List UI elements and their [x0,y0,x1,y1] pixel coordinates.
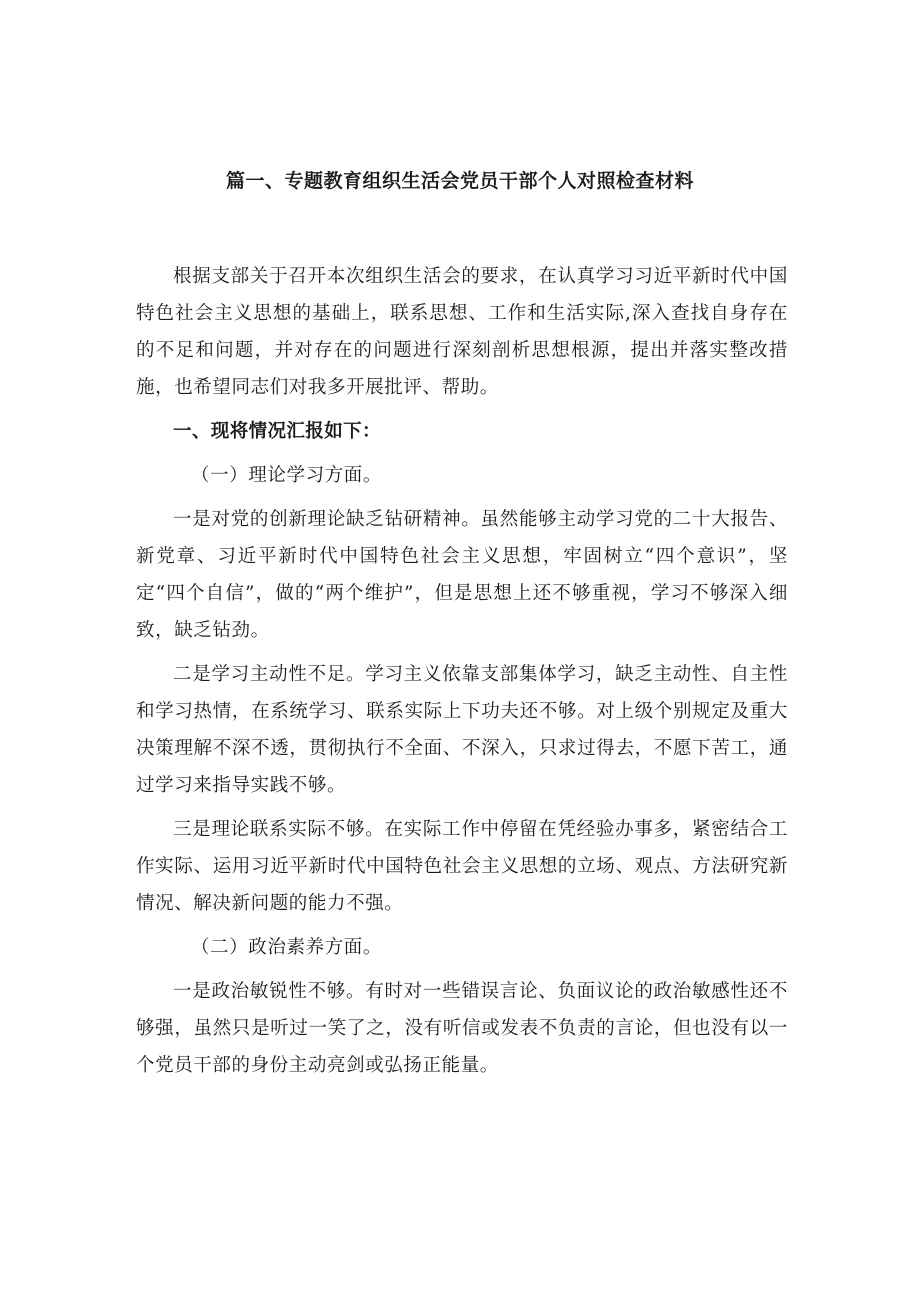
document-title: 篇一、专题教育组织生活会党员干部个人对照检查材料 [225,170,694,192]
paragraph-politics-1: 一是政治敏锐性不够。有时对一些错误言论、负面议论的政治敏感性还不够强，虽然只是听过一笑了之，没有听信或发表不负责的言论，但也没有以一个党员干部的身份主动亮剑或弘扬正能量。 [136,981,788,1076]
intro-paragraph: 根据支部关于召开本次组织生活会的要求，在认真学习习近平新时代中国特色社会主义思想的基础上，联系思想、工作和生活实际,深入查找自身存在的不足和问题，并对存在的问题进行深刻剖析思想根源，提出并落实整改措施，也希望同志们对我多开展批评、帮助。 [136,266,788,398]
section-heading: 一、现将情况汇报如下： [173,421,381,442]
paragraph-theory-1: 一是对党的创新理论缺乏钻研精神。虽然能够主动学习党的二十大报告、新党章、习近平新时代中国特色社会主义思想，牢固树立“四个意识”，坚定“四个自信”，做的“两个维护”，但是思想上还不够重视，学习不够深入细致，缺乏钻劲。 [136,509,788,641]
subsection-heading-theory: （一）理论学习方面。 [191,465,383,486]
document-body [136,258,788,1091]
paragraph-theory-2: 二是学习主动性不足。学习主义依靠支部集体学习，缺乏主动性、自主性和学习热情，在系统学习、联系实际上下功夫还不够。对上级个别规定及重大决策理解不深不透，贯彻执行不全面、不深入，只求过得去，不愿下苦工，通过学习来指导实践不够。 [136,664,788,796]
paragraph-theory-3: 三是理论联系实际不够。在实际工作中停留在凭经验办事多，紧密结合工作实际、运用习近平新时代中国特色社会主义思想的立场、观点、方法研究新情况、解决新问题的能力不强。 [136,819,788,914]
subsection-heading-politics: （二）政治素养方面。 [191,937,383,958]
